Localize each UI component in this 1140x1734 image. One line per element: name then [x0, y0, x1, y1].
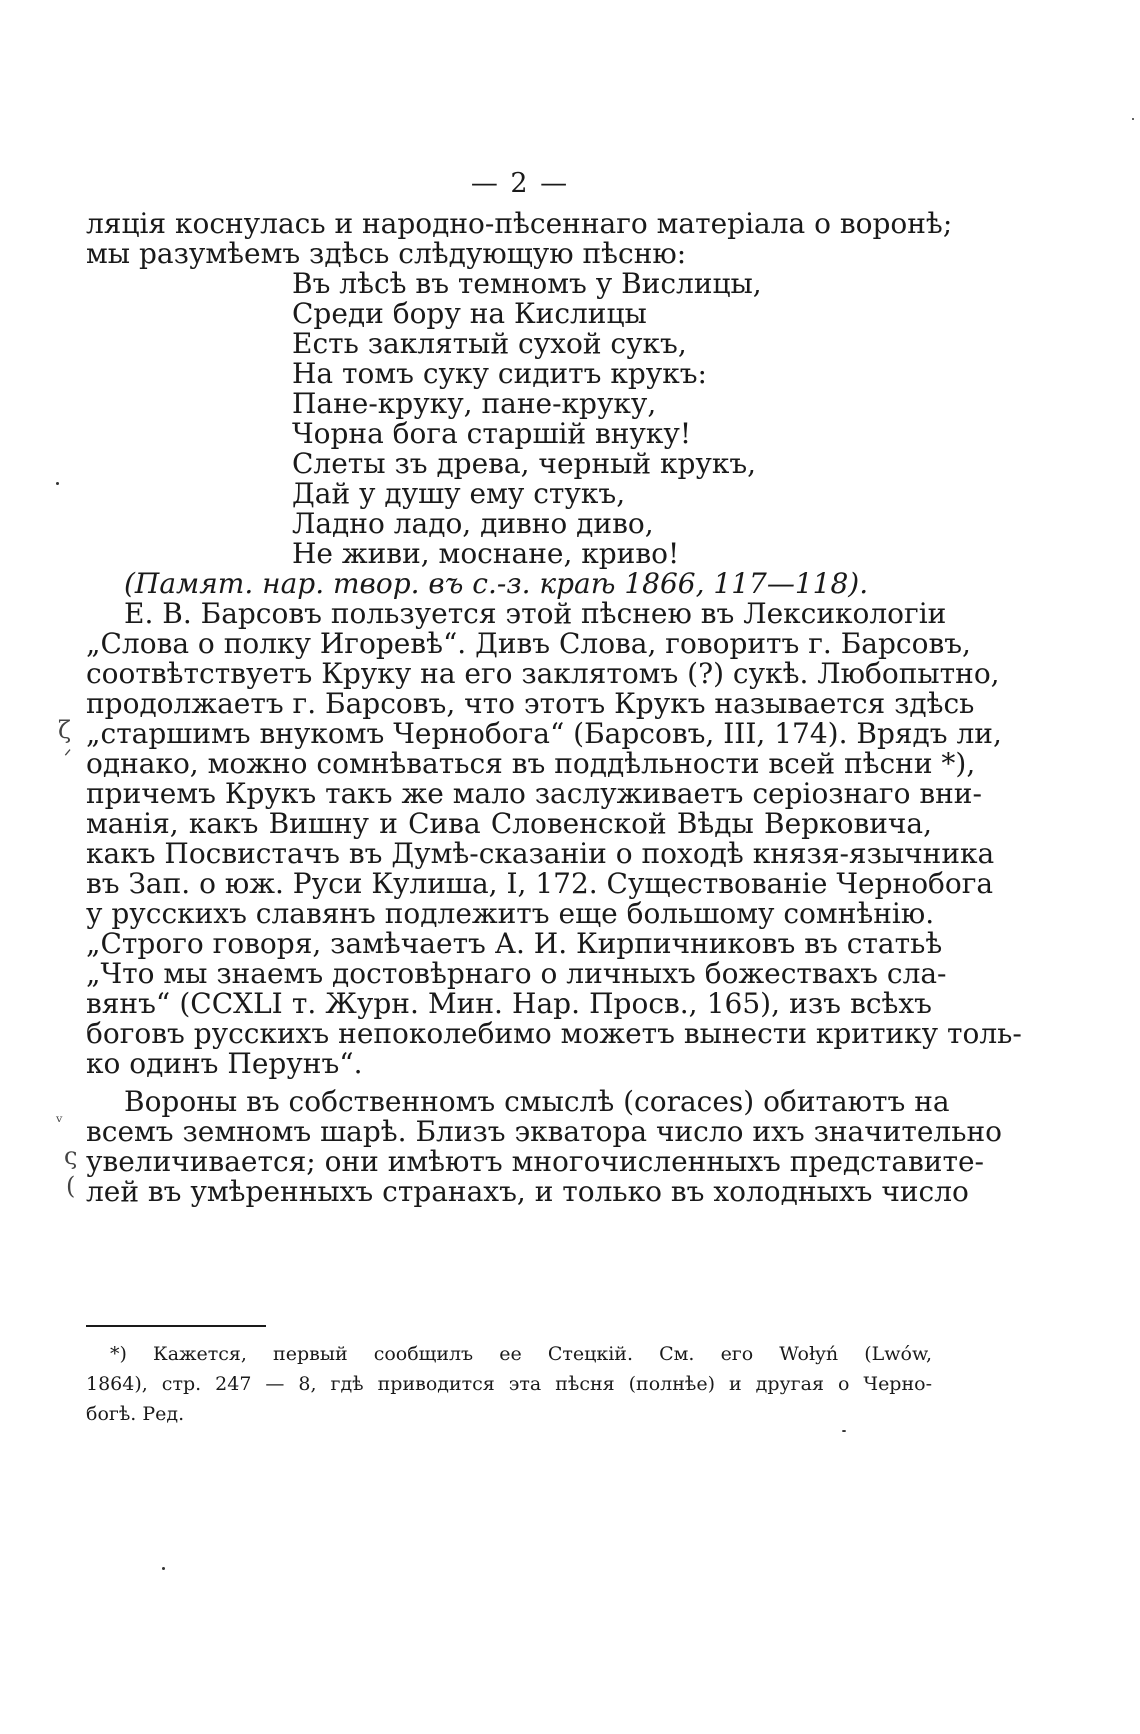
- verse-line: Дай у душу ему стукъ,: [292, 477, 626, 510]
- paragraph-line: „Строго говоря, замѣчаетъ А. И. Кирпичниковъ въ статьѣ: [86, 927, 943, 960]
- paragraph-line: увеличивается; они имѣютъ многочисленныхъ представите-: [86, 1145, 984, 1178]
- verse-line: Не живи, моснане, криво!: [292, 537, 680, 570]
- paragraph-line: „старшимъ внукомъ Чернобога“ (Барсовъ, III, 174). Врядъ ли,: [86, 717, 1002, 750]
- margin-mark: ᐟ: [64, 746, 72, 767]
- verse-line: Слеты зъ древа, черный крукъ,: [292, 447, 757, 480]
- citation: (Памят. нар. твор. въ с.-з. краѣ 1866, 117—118).: [124, 567, 869, 600]
- paragraph-line: „Что мы знаемъ достовѣрнаго о личныхъ божествахъ сла-: [86, 957, 947, 990]
- verse-line: Среди бору на Кислицы: [292, 297, 647, 330]
- paragraph-line: соотвѣтствуетъ Круку на его заклятомъ (?) сукѣ. Любопытно,: [86, 657, 1000, 690]
- paragraph-line: у русскихъ славянъ подлежитъ еще большому сомнѣнію.: [86, 897, 935, 930]
- footnote-rule: [86, 1325, 266, 1327]
- intro-line: мы разумѣемъ здѣсь слѣдующую пѣсню:: [86, 237, 687, 270]
- paragraph-line: въ Зап. о юж. Руси Кулиша, I, 172. Существованіе Чернобога: [86, 867, 994, 900]
- paragraph-line: Вороны въ собственномъ смыслѣ (coraces) обитаютъ на: [124, 1085, 950, 1118]
- verse-line: Въ лѣсѣ въ темномъ у Вислицы,: [292, 267, 762, 300]
- margin-mark: ς: [64, 1142, 78, 1170]
- margin-mark: (: [66, 1172, 76, 1200]
- footnote-line: *) Кажется, первый сообщилъ ее Стецкій. См. его Wołyń (Lwów,: [110, 1343, 932, 1365]
- verse-line: Чорна бога старшій внуку!: [292, 417, 692, 450]
- paragraph-line: всемъ земномъ шарѣ. Близъ экватора число ихъ значительно: [86, 1115, 1002, 1148]
- paragraph-line: ко одинъ Перунъ“.: [86, 1047, 363, 1080]
- paragraph-line: продолжаетъ г. Барсовъ, что этотъ Крукъ называется здѣсь: [86, 687, 975, 720]
- paragraph-line: „Слова о полку Игоревѣ“. Дивъ Слова, говоритъ г. Барсовъ,: [86, 627, 971, 660]
- page-number: — 2 —: [470, 168, 570, 199]
- paragraph-line: какъ Посвистачъ въ Думѣ-сказаніи о походѣ князя-язычника: [86, 837, 995, 870]
- intro-line: ляція коснулась и народно-пѣсеннаго матеріала о воронѣ;: [86, 207, 953, 240]
- footnote-line: 1864), стр. 247 — 8, гдѣ приводится эта пѣсня (полнѣе) и другая о Черно-: [86, 1373, 932, 1395]
- paragraph-line: вянъ“ (CCXLI т. Журн. Мин. Нар. Просв., 165), изъ всѣхъ: [86, 987, 932, 1020]
- paragraph-line: однако, можно сомнѣваться въ поддѣльности всей пѣсни *),: [86, 747, 976, 780]
- footnote-line: богѣ. Ред.: [86, 1403, 185, 1425]
- scan-speck: [1132, 118, 1134, 120]
- verse-line: Есть заклятый сухой сукъ,: [292, 327, 687, 360]
- paragraph-line: Е. В. Барсовъ пользуется этой пѣснею въ Лексикологіи: [124, 597, 947, 630]
- paragraph-line: причемъ Крукъ такъ же мало заслуживаетъ серіознаго вни-: [86, 777, 982, 810]
- verse-line: На томъ суку сидитъ крукъ:: [292, 357, 707, 390]
- scan-speck: [842, 1430, 846, 1432]
- margin-mark: ᵛ: [56, 1112, 63, 1133]
- margin-mark: ζ: [58, 716, 72, 744]
- paragraph-line: боговъ русскихъ непоколебимо можетъ вынести критику толь-: [86, 1017, 1022, 1050]
- paragraph-line: лей въ умѣренныхъ странахъ, и только въ холодныхъ число: [86, 1175, 969, 1208]
- verse-line: Ладно ладо, дивно диво,: [292, 507, 654, 540]
- paragraph-line: манія, какъ Вишну и Сива Словенской Вѣды Верковича,: [86, 807, 932, 840]
- scan-speck: [56, 482, 59, 485]
- verse-line: Пане-круку, пане-круку,: [292, 387, 657, 420]
- scan-speck: [162, 1567, 165, 1570]
